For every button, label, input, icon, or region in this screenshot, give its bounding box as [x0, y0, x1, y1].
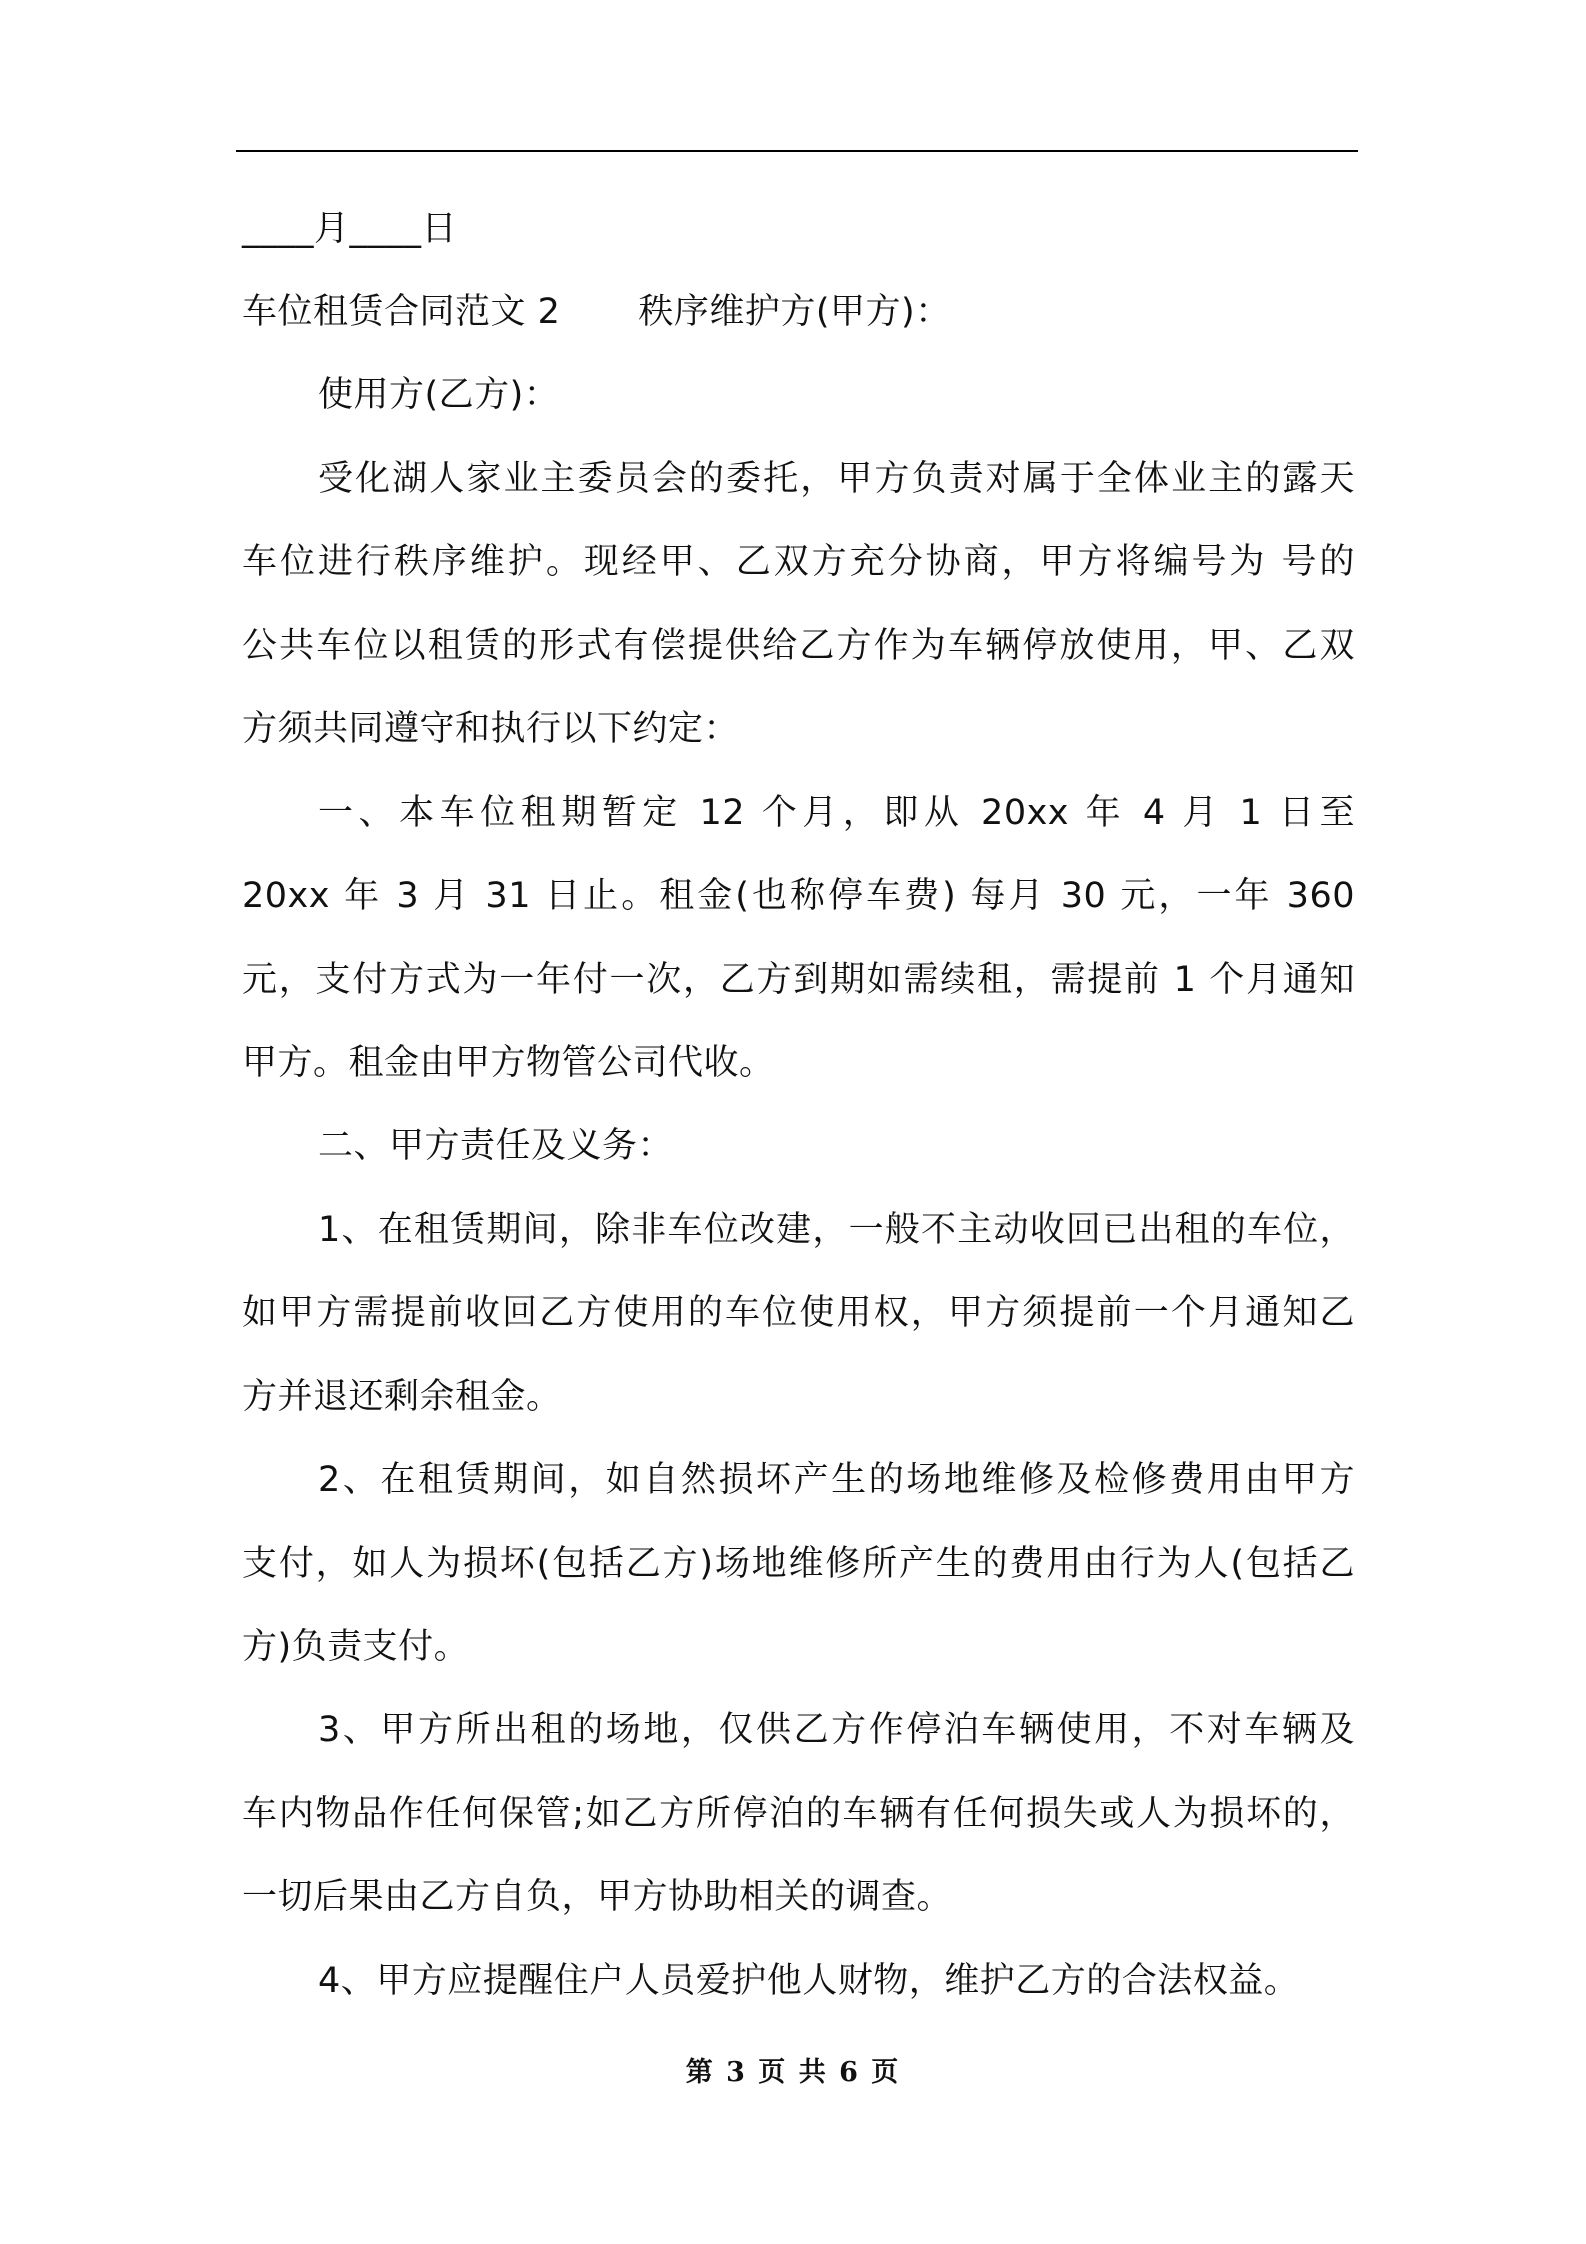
paragraph-line: 公共车位以租赁的形式有偿提供给乙方作为车辆停放使用，甲、乙双 — [242, 626, 1355, 666]
paragraph-line: 3、甲方所出租的场地，仅供乙方作停泊车辆使用，不对车辆及 — [318, 1710, 1355, 1750]
paragraph-line: 方并退还剩余租金。 — [242, 1377, 562, 1417]
paragraph-line: 车内物品作任何保管;如乙方所停泊的车辆有任何损失或人为损坏的， — [242, 1794, 1355, 1834]
paragraph-line: 车位进行秩序维护。现经甲、乙双方充分协商，甲方将编号为 号的 — [242, 542, 1355, 582]
date-line: ____月____日 — [242, 209, 458, 249]
doc-title: 车位租赁合同范文 2 — [242, 292, 561, 332]
paragraph-line: 方)负责支付。 — [242, 1627, 470, 1667]
party-a-label: 秩序维护方(甲方)： — [638, 292, 951, 332]
paragraph-line: 方须共同遵守和执行以下约定： — [242, 709, 740, 749]
paragraph-line: 1、在租赁期间，除非车位改建，一般不主动收回已出租的车位， — [318, 1210, 1355, 1250]
paragraph-line: 一、本车位租期暂定 12 个月，即从 20xx 年 4 月 1 日至 — [318, 793, 1355, 833]
paragraph-line: 2、在租赁期间，如自然损坏产生的场地维修及检修费用由甲方 — [318, 1460, 1355, 1500]
paragraph-line: 受化湖人家业主委员会的委托，甲方负责对属于全体业主的露天 — [318, 459, 1355, 499]
paragraph-line: 支付，如人为损坏(包括乙方)场地维修所产生的费用由行为人(包括乙 — [242, 1544, 1355, 1584]
section-heading: 二、甲方责任及义务： — [318, 1126, 674, 1166]
title-line — [242, 290, 951, 334]
paragraph-line: 如甲方需提前收回乙方使用的车位使用权，甲方须提前一个月通知乙 — [242, 1293, 1355, 1333]
paragraph-line: 甲方。租金由甲方物管公司代收。 — [242, 1043, 775, 1083]
paragraph-line: 元，支付方式为一年付一次，乙方到期如需续租，需提前 1 个月通知 — [242, 960, 1355, 1000]
paragraph-line: 4、甲方应提醒住户人员爱护他人财物，维护乙方的合法权益。 — [318, 1961, 1300, 2001]
header-rule — [236, 150, 1358, 152]
paragraph-line: 一切后果由乙方自负，甲方协助相关的调查。 — [242, 1877, 953, 1917]
party-b-label: 使用方(乙方)： — [318, 375, 560, 415]
page-number: 第 3 页 共 6 页 — [685, 2057, 901, 2088]
paragraph-line: 20xx 年 3 月 31 日止。租金(也称停车费) 每月 30 元，一年 360 — [242, 876, 1355, 916]
